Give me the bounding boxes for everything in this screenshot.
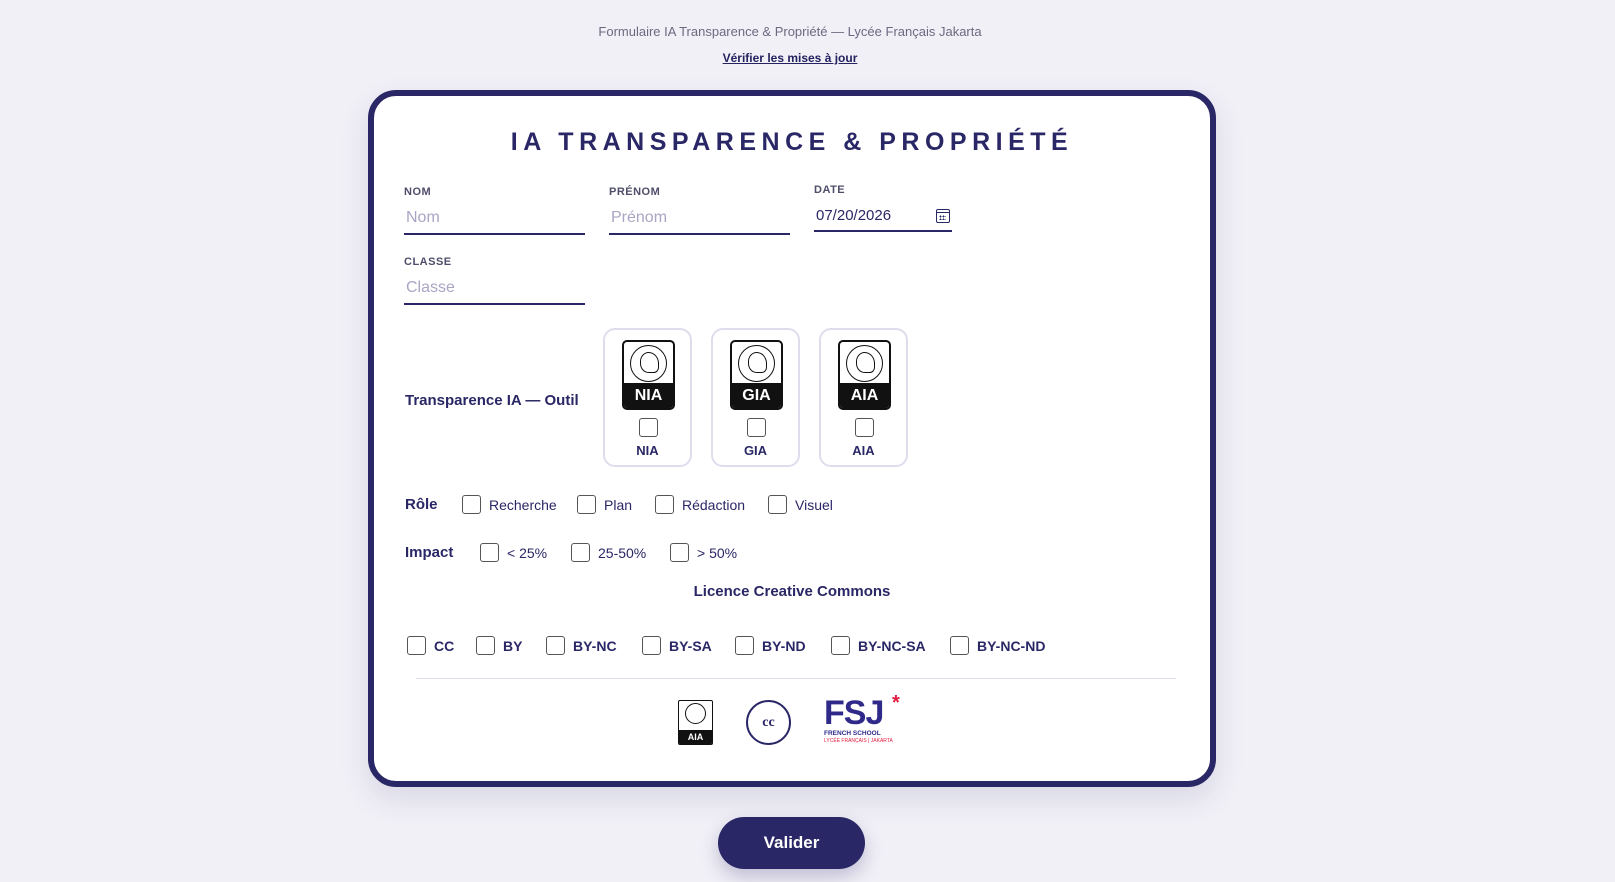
- licence-checkbox[interactable]: [735, 636, 754, 655]
- aia-logo-icon: [678, 700, 713, 745]
- date-input[interactable]: [814, 205, 952, 232]
- nom-input[interactable]: [404, 207, 585, 235]
- licence-title: Licence Creative Commons: [693, 583, 891, 600]
- form-card: [368, 90, 1216, 787]
- classe-label: CLASSE: [404, 256, 452, 268]
- licence-option-label: BY-ND: [762, 637, 806, 654]
- role-option-recherche[interactable]: [462, 495, 557, 514]
- role-label: Rôle: [405, 496, 438, 513]
- asterisk-icon: *: [892, 692, 900, 714]
- creative-commons-logo-icon: cc: [746, 700, 791, 745]
- date-field-group: [814, 184, 952, 232]
- brain-head-icon: [846, 345, 883, 382]
- footer-divider: [416, 678, 1176, 679]
- fsj-logo-line1: FRENCH SCHOOL: [824, 730, 881, 737]
- nom-field-group: [404, 186, 585, 235]
- impact-option-label: > 50%: [697, 544, 738, 561]
- impact-checkbox[interactable]: [571, 543, 590, 562]
- licence-checkbox[interactable]: [407, 636, 426, 655]
- transparence-label: Transparence IA — Outil: [405, 392, 579, 409]
- licence-checkbox[interactable]: [546, 636, 565, 655]
- classe-field-group: [404, 256, 585, 305]
- licence-option-by-nc-sa[interactable]: [831, 636, 926, 655]
- role-checkbox[interactable]: [655, 495, 674, 514]
- aia-logo-text: AIA: [679, 730, 712, 744]
- licence-option-label: BY-NC: [573, 637, 617, 654]
- licence-option-label: CC: [434, 637, 455, 654]
- nia-label: NIA: [636, 443, 659, 458]
- role-option-redaction[interactable]: [655, 495, 745, 514]
- licence-option-by-nd[interactable]: [735, 636, 806, 655]
- impact-option-mid[interactable]: [571, 543, 646, 562]
- aia-badge-text: AIA: [840, 383, 889, 408]
- impact-label: Impact: [405, 544, 454, 561]
- licence-checkbox[interactable]: [831, 636, 850, 655]
- licence-option-by-sa[interactable]: [642, 636, 712, 655]
- licence-option-by-nc[interactable]: [546, 636, 617, 655]
- impact-option-label: < 25%: [507, 544, 548, 561]
- impact-option-label: 25-50%: [598, 544, 647, 561]
- fsj-logo-line2: LYCÉE FRANÇAIS | JAKARTA: [824, 738, 893, 744]
- role-checkbox[interactable]: [462, 495, 481, 514]
- prenom-label: PRÉNOM: [609, 186, 661, 198]
- aia-checkbox[interactable]: [855, 418, 874, 437]
- fsj-logo: [824, 692, 904, 752]
- impact-checkbox[interactable]: [670, 543, 689, 562]
- gia-label: GIA: [743, 443, 768, 458]
- gear-head-icon: [738, 345, 775, 382]
- nia-checkbox[interactable]: [639, 418, 658, 437]
- role-checkbox[interactable]: [577, 495, 596, 514]
- date-value: 07/20/2026: [816, 207, 892, 224]
- tool-card-gia[interactable]: [711, 328, 800, 467]
- role-option-label: Rédaction: [682, 496, 746, 513]
- gia-badge-icon: [730, 340, 783, 410]
- licence-checkbox[interactable]: [642, 636, 661, 655]
- aia-label: AIA: [852, 443, 875, 458]
- prenom-input[interactable]: [609, 207, 790, 235]
- gia-checkbox[interactable]: [747, 418, 766, 437]
- role-option-label: Recherche: [489, 496, 557, 513]
- licence-option-label: BY-SA: [669, 637, 712, 654]
- licence-option-by-nc-nd[interactable]: [950, 636, 1045, 655]
- date-label: DATE: [814, 184, 846, 196]
- prenom-field-group: [609, 186, 790, 235]
- impact-checkbox[interactable]: [480, 543, 499, 562]
- valider-button[interactable]: Valider: [718, 817, 865, 869]
- page-caption: Formulaire IA Transparence & Propriété — Lycée Français Jakarta: [598, 24, 982, 39]
- calendar-icon[interactable]: [936, 209, 950, 223]
- impact-option-low[interactable]: [480, 543, 547, 562]
- nia-badge-text: NIA: [624, 383, 673, 408]
- impact-option-high[interactable]: [670, 543, 737, 562]
- aia-badge-icon: [838, 340, 891, 410]
- role-option-label: Visuel: [795, 496, 833, 513]
- brain-head-icon: [685, 703, 706, 724]
- licence-option-cc[interactable]: [407, 636, 454, 655]
- gia-badge-text: GIA: [732, 383, 781, 408]
- licence-option-label: BY-NC-SA: [858, 637, 926, 654]
- licence-checkbox[interactable]: [476, 636, 495, 655]
- check-updates-link[interactable]: Vérifier les mises à jour: [722, 51, 858, 65]
- nom-label: NOM: [404, 186, 432, 198]
- role-option-visuel[interactable]: [768, 495, 833, 514]
- fsj-logo-letters: FSJ: [824, 694, 884, 732]
- tool-card-nia[interactable]: [603, 328, 692, 467]
- tool-card-aia[interactable]: [819, 328, 908, 467]
- licence-option-by[interactable]: [476, 636, 522, 655]
- licence-option-label: BY: [503, 637, 523, 654]
- role-option-label: Plan: [604, 496, 633, 513]
- classe-input[interactable]: [404, 277, 585, 305]
- role-checkbox[interactable]: [768, 495, 787, 514]
- form-title: IA TRANSPARENCE & PROPRIÉTÉ: [510, 128, 1074, 156]
- nia-badge-icon: [622, 340, 675, 410]
- licence-option-label: BY-NC-ND: [977, 637, 1046, 654]
- licence-checkbox[interactable]: [950, 636, 969, 655]
- brain-head-icon: [630, 345, 667, 382]
- role-option-plan[interactable]: [577, 495, 632, 514]
